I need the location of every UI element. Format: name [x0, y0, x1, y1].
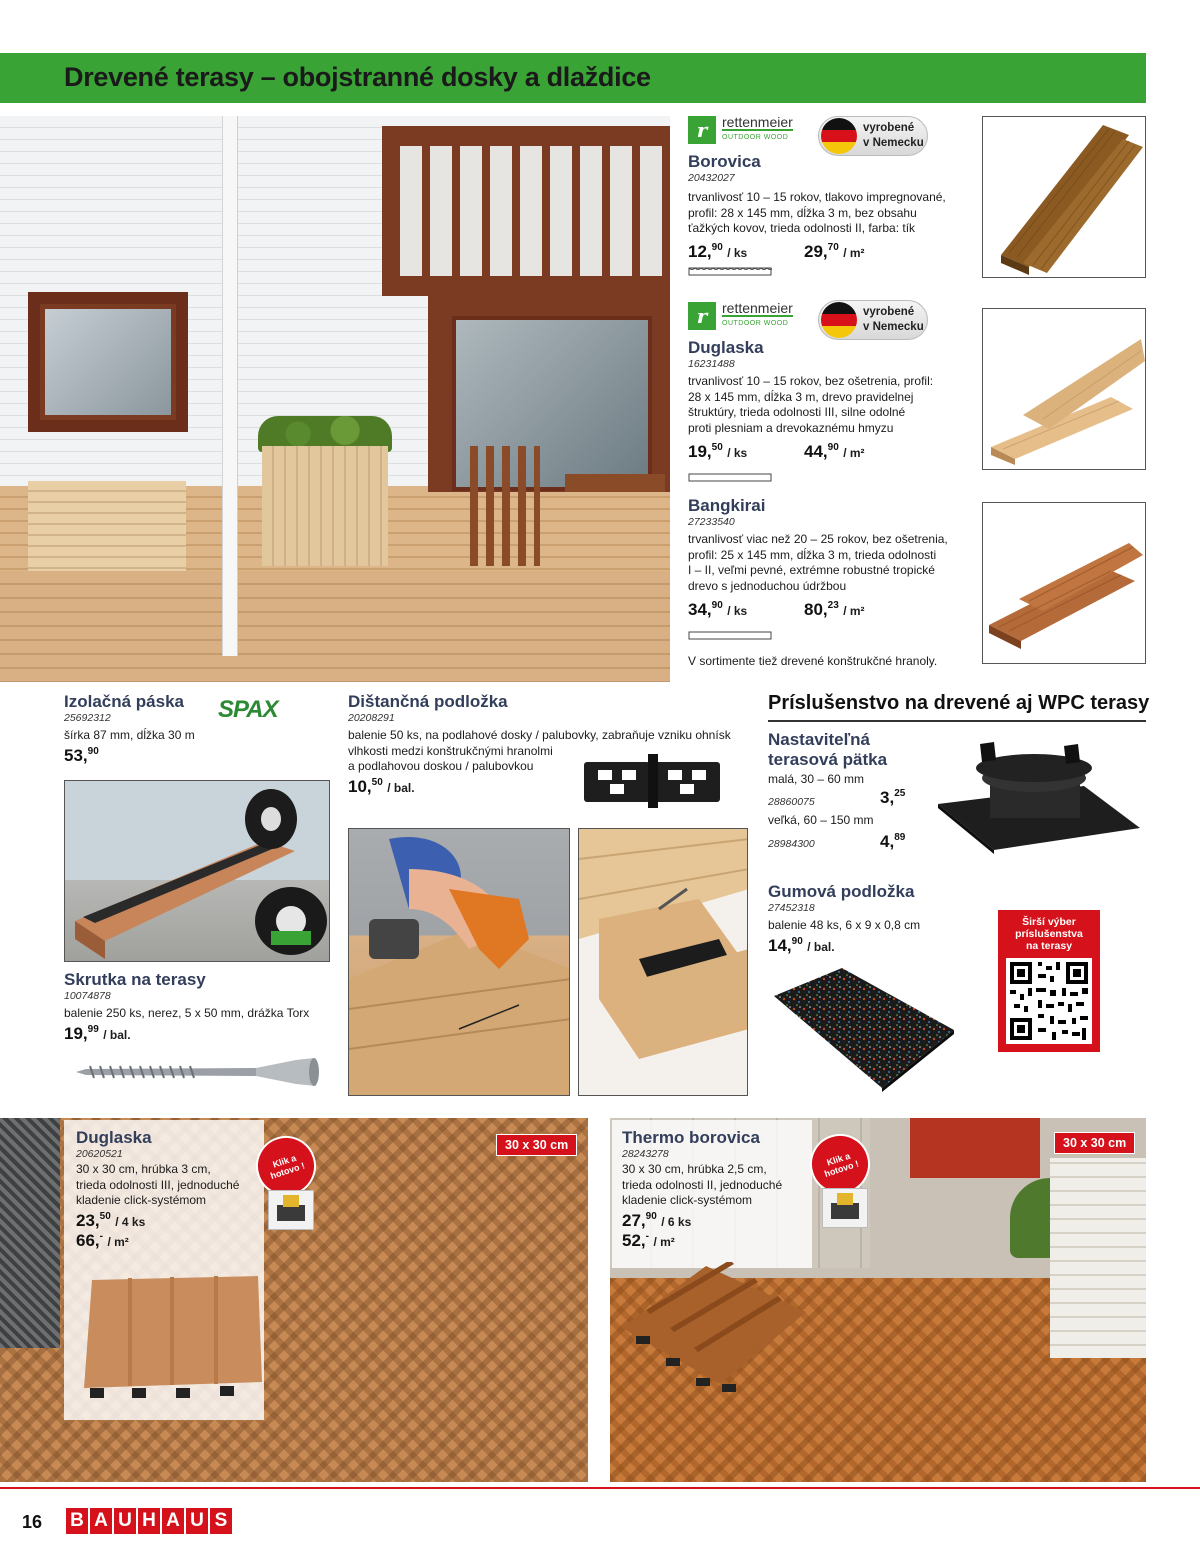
price-per-pack: 27,90 / 6 ks — [622, 1210, 692, 1230]
drill-install-image — [348, 828, 570, 1096]
price-large: 4,89 — [880, 832, 906, 851]
price-per-m2: 52,- / m² — [622, 1230, 675, 1250]
product-bangkirai — [688, 496, 973, 594]
price-per-pack: 23,50 / 4 ks — [76, 1210, 146, 1230]
product-name: Izolačná páska — [64, 692, 185, 711]
terrace-photo — [0, 116, 670, 682]
product-desc: trvanlivosť 10 – 15 rokov, bez ošetrenia, profil: 28 x 145 mm, dĺžka 3 m, drevo pravidelnej štruktúry, trieda odolnosti III, silne odolné proti plesniam a drevokaznému hmyzu — [688, 374, 934, 435]
product-code: 20620521 — [76, 1148, 123, 1160]
germany-flag-icon — [821, 118, 857, 154]
product-name: Bangkirai — [688, 496, 766, 515]
spax-logo: SPAX — [218, 696, 278, 723]
bangkirai-board-image — [982, 502, 1146, 664]
size-large: veľká, 60 – 150 mm — [768, 813, 874, 827]
product-code: 28243278 — [622, 1148, 669, 1160]
made-in-germany-badge: vyrobené v Nemecku — [818, 300, 928, 340]
product-borovica — [688, 152, 968, 237]
product-code: 20432027 — [688, 172, 735, 184]
germany-flag-icon — [821, 302, 857, 338]
click-joint-icon — [268, 1190, 314, 1230]
tape-image — [64, 780, 330, 962]
rettenmeier-logo: r rettenmeier OUTDOOR WOOD — [688, 116, 793, 144]
product-code: 10074878 — [64, 990, 111, 1002]
product-desc: balenie 50 ks, na podlahové dosky / palubovky, zabraňuje vzniku ohnísk vlhkosti medzi konštrukčnými hranolmi a podlahovou doskou / palubovkou — [348, 728, 731, 773]
thermo-tile-image — [616, 1262, 812, 1398]
price: 53,90 — [64, 745, 99, 765]
product-desc: balenie 250 ks, nerez, 5 x 50 mm, drážka Torx — [64, 1006, 310, 1020]
borovica-board-image — [982, 116, 1146, 278]
product-desc: trvanlivosť viac než 20 – 25 rokov, bez ošetrenia, profil: 25 x 145 mm, dĺžka 3 m, trieda odolnosti I – II, veľmi pevné, extrémne robustné tropické drevo s jednoduchou údržbou — [688, 532, 948, 593]
profile-wave-icon — [688, 472, 772, 482]
product-name: Duglaska — [688, 338, 764, 357]
product-name: Nastaviteľná — [768, 730, 870, 749]
product-code: 27452318 — [768, 902, 815, 914]
made-in-germany-badge: vyrobené v Nemecku — [818, 116, 928, 156]
qr-code-icon[interactable] — [1006, 958, 1092, 1044]
product-name: terasová pätka — [768, 750, 888, 769]
product-desc: balenie 48 ks, 6 x 9 x 0,8 cm — [768, 918, 921, 932]
price-per-piece: 34,90 / ks — [688, 600, 748, 619]
spacer-install-image — [578, 828, 748, 1096]
product-name: Skrutka na terasy — [64, 970, 206, 989]
price-per-piece: 19,50 / ks — [688, 442, 748, 461]
product-code: 16231488 — [688, 358, 735, 370]
adjustable-pedestal-image — [934, 738, 1144, 866]
product-code: 25692312 — [64, 712, 111, 724]
product-name: Gumová podložka — [768, 882, 915, 901]
footer-divider — [0, 1487, 1200, 1489]
product-name: Dištančná podložka — [348, 692, 508, 711]
rubber-pad-image — [772, 966, 956, 1092]
page-title: Drevené terasy – obojstranné dosky a dlaždice — [64, 62, 651, 92]
qr-code-box[interactable]: Širší výber príslušenstva na terasy — [998, 910, 1100, 1052]
product-duglaska — [688, 338, 968, 436]
page-number: 16 — [22, 1512, 43, 1532]
profile-wave-icon — [688, 266, 772, 276]
price-per-m2: 44,90 / m² — [804, 442, 865, 461]
product-name: Borovica — [688, 152, 761, 171]
spacer-pad-image — [578, 752, 726, 810]
product-code: 28984300 — [768, 838, 815, 850]
size-badge: 30 x 30 cm — [496, 1134, 577, 1156]
product-desc: šírka 87 mm, dĺžka 30 m — [64, 728, 195, 742]
product-code: 20208291 — [348, 712, 395, 724]
size-badge: 30 x 30 cm — [1054, 1132, 1135, 1154]
product-gumova-podlozka — [768, 882, 988, 956]
accessories-title: Príslušenstvo na drevené aj WPC terasy — [768, 692, 1150, 714]
screw-image — [76, 1056, 322, 1088]
product-nastavitelna-patka — [768, 730, 948, 788]
product-code: 28860075 — [768, 796, 815, 808]
click-joint-icon — [822, 1188, 868, 1228]
product-izolacna-paska — [64, 692, 214, 766]
duglaska-tile-image — [72, 1270, 268, 1404]
duglaska-board-image — [982, 308, 1146, 470]
click-system-badge: Klik a hotovo ! — [810, 1134, 870, 1194]
product-tile-duglaska — [76, 1128, 276, 1251]
rettenmeier-logo: r rettenmeier OUTDOOR WOOD — [688, 302, 793, 330]
price: 14,90 / bal. — [768, 935, 835, 955]
price-per-m2: 66,- / m² — [76, 1230, 129, 1250]
product-desc: trvanlivosť 10 – 15 rokov, tlakovo impregnované, profil: 28 x 145 mm, dĺžka 3 m, bez obsahu ťažkých kovov, trieda odolnosti II, farba: tík — [688, 190, 946, 235]
price-per-piece: 12,90 / ks — [688, 242, 748, 261]
product-desc: 30 x 30 cm, hrúbka 2,5 cm, trieda odolnosti II, jednoduché kladenie click-systémom — [622, 1162, 783, 1207]
product-tile-thermo — [622, 1128, 822, 1251]
sortiment-note: V sortimente tiež drevené konštrukčné hranoly. — [688, 654, 938, 668]
price: 19,99 / bal. — [64, 1023, 131, 1043]
product-code: 27233540 — [688, 516, 735, 528]
profile-wave-icon — [688, 630, 772, 640]
click-system-badge: Klik a hotovo ! — [256, 1136, 316, 1196]
product-skrutka — [64, 970, 344, 1044]
price: 10,50 / bal. — [348, 776, 415, 796]
product-name: Thermo borovica — [622, 1128, 760, 1147]
size-small: malá, 30 – 60 mm — [768, 772, 865, 786]
product-name: Duglaska — [76, 1128, 152, 1147]
price-small: 3,25 — [880, 788, 906, 807]
product-desc: 30 x 30 cm, hrúbka 3 cm, trieda odolnosti III, jednoduché kladenie click-systémom — [76, 1162, 240, 1207]
bauhaus-logo: B A U H A U S — [66, 1508, 232, 1534]
accessories-divider — [768, 720, 1146, 722]
price-per-m2: 80,23 / m² — [804, 600, 865, 619]
price-per-m2: 29,70 / m² — [804, 242, 865, 261]
